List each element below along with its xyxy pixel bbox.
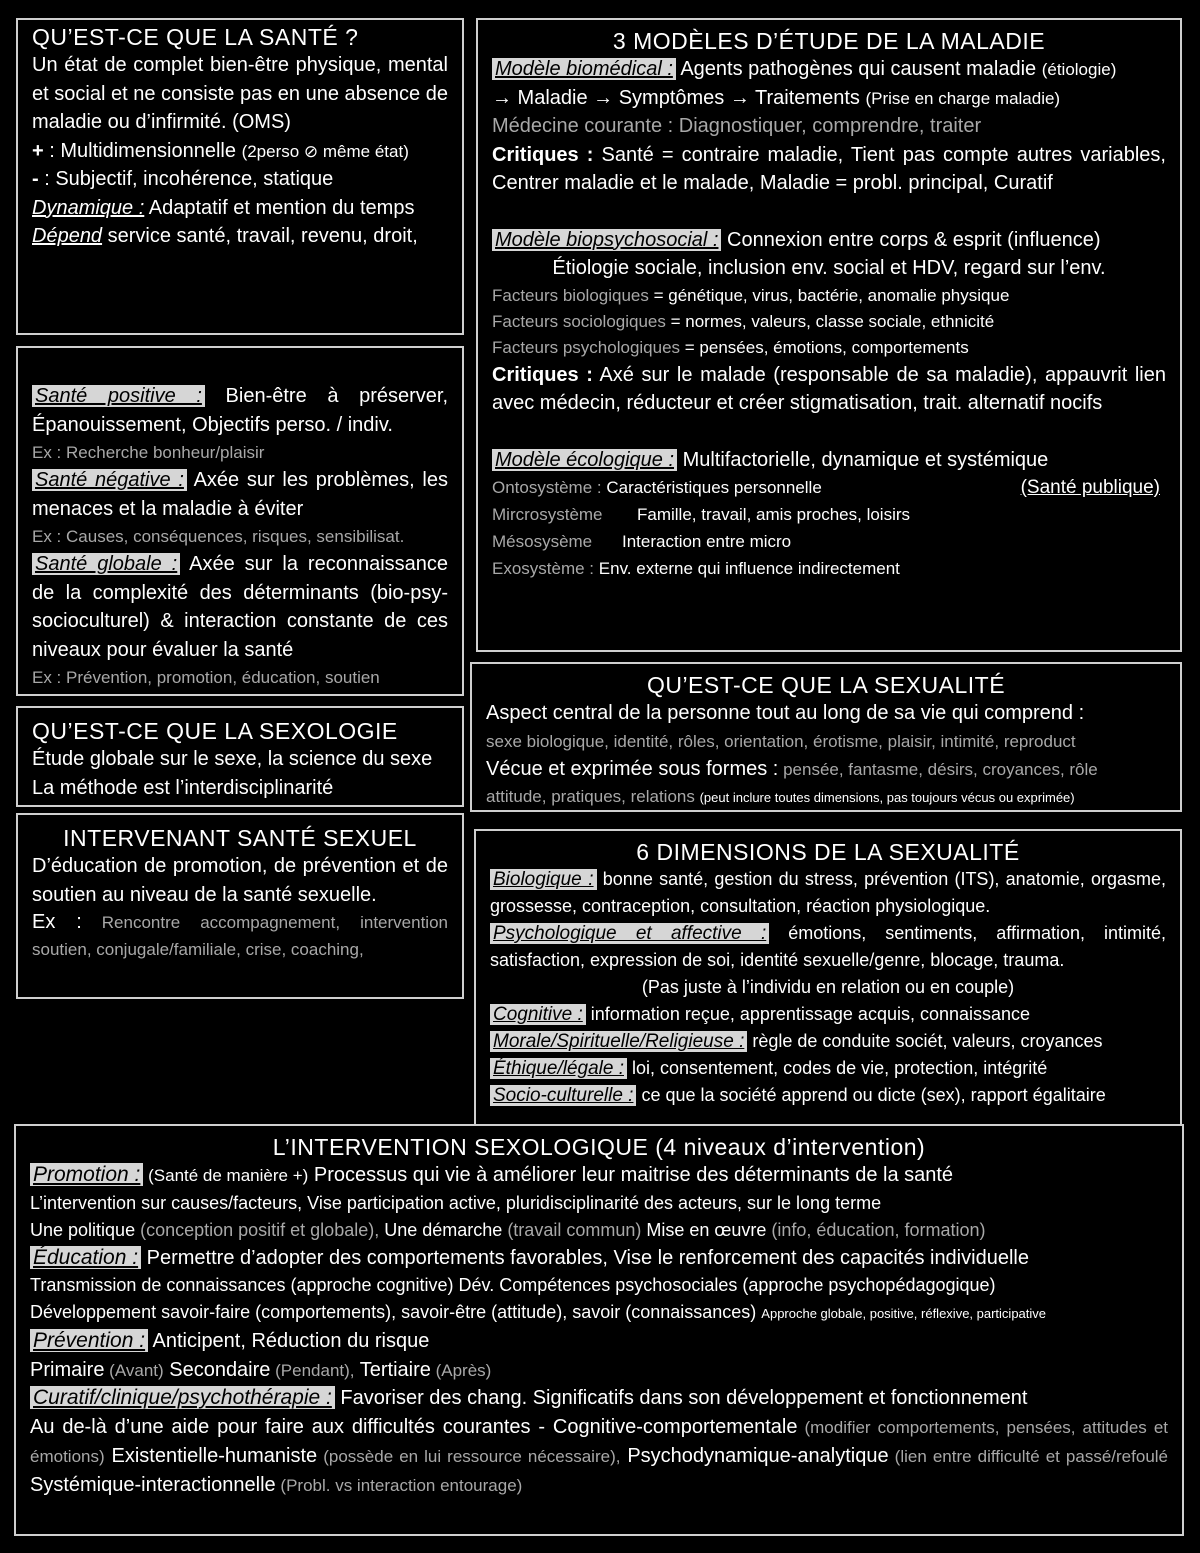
politique: Une politique: [30, 1219, 136, 1240]
mesosysteme: [492, 528, 1166, 555]
sexualite-line1: Aspect central de la personne tout au long de sa vie qui comprend :: [486, 702, 1085, 724]
dimensions-box: [474, 829, 1182, 1126]
sante-title: QU’EST-CE QUE LA SANTÉ ?: [32, 24, 359, 50]
sexualite-formes-label: Vécue et exprimée sous formes :: [486, 757, 779, 780]
microsysteme-text: Famille, travail, amis proches, loisirs: [637, 505, 911, 524]
ontosysteme-label: Ontosystème :: [492, 478, 602, 497]
plus-note: (2perso ⊘ même état): [241, 141, 409, 161]
education-approche: Approche globale, positive, réflexive, participative: [761, 1306, 1047, 1321]
sante-box: [16, 18, 464, 335]
dynamique-text: Adaptatif et mention du temps: [144, 196, 415, 219]
facteurs-psychologiques-label: Facteurs psychologiques: [492, 337, 681, 357]
positive-text: Bien-être à préserver, Épanouissement, Objectifs perso. / indiv.: [32, 385, 449, 436]
exosysteme-label: Exosystème :: [492, 559, 595, 578]
primaire: Primaire: [30, 1358, 105, 1381]
sexualite-title: QU’EST-CE QUE LA SEXUALITÉ: [646, 672, 1006, 698]
sexualite-line3: [486, 755, 1166, 784]
sante-dynamique: [32, 194, 448, 223]
dimension-cognitive: [490, 1001, 1166, 1028]
sante-minus: [32, 165, 448, 194]
plus-text: : Multidimensionnelle: [43, 139, 242, 162]
ontosysteme-text: Caractéristiques personnelle: [601, 478, 822, 497]
socioculturelle-label: Socio-culturelle :: [490, 1085, 636, 1106]
dimensions-title: 6 DIMENSIONS DE LA SEXUALITÉ: [636, 839, 1020, 865]
mesosysteme-text: Interaction entre micro: [622, 532, 792, 551]
mise-en-oeuvre-note: (info, éducation, formation): [766, 1219, 986, 1240]
positive-label: Santé positive :: [32, 385, 205, 407]
intervenant-title: INTERVENANT SANTÉ SEXUEL: [63, 825, 417, 851]
sexualite-formes-text: pensée, fantasme, désirs, croyances, rôle: [778, 759, 1098, 779]
biopsychosocial-text: Connexion entre corps & esprit (influence): [721, 228, 1101, 251]
sante-publique: (Santé publique): [1020, 477, 1160, 498]
biopsychosocial-line1: [492, 226, 1166, 255]
prevention-line2: [30, 1356, 1168, 1385]
promotion-text: Processus qui vie à améliorer leur maitrise des déterminants de la santé: [308, 1164, 954, 1186]
psychologique-note: (Pas juste à l’individu en relation ou en couple): [641, 977, 1015, 997]
secondaire: Secondaire: [163, 1358, 271, 1381]
sante-positive: [32, 382, 448, 439]
psychologique-text: émotions, sentiments, affirmation, intimité, satisfaction, expression de soi, identité sexuelle/genre, blocage, trauma.: [490, 923, 1166, 970]
sexualite-line4-text: attitude, pratiques, relations: [486, 787, 700, 806]
globale-text: Axée sur la reconnaissance de la complexité des déterminants (bio-psy-socioculturel) & interaction constante de ces niveaux pour évaluer la santé: [32, 553, 449, 661]
biopsychosocial-line2: Étiologie sociale, inclusion env. social et HDV, regard sur l’env.: [552, 257, 1106, 279]
curatif-text: Favoriser des chang. Significatifs dans son développement et fonctionnement: [334, 1387, 1028, 1409]
cognitive-text: information reçue, apprentissage acquis, connaissance: [585, 1004, 1031, 1024]
systemique-interactionnelle: Systémique-interactionnelle: [30, 1473, 276, 1496]
education-line2: Transmission de connaissances (approche cognitive) Dév. Compétences psychosociales (approche psychopédagogique): [30, 1275, 996, 1295]
existentielle-humaniste-note: (possède en lui ressource nécessaire),: [317, 1446, 621, 1466]
depend-label: Dépend: [32, 225, 103, 247]
socioculturelle-text: ce que la société apprend ou dicte (sex), rapport égalitaire: [636, 1085, 1106, 1105]
plus-sign: +: [32, 139, 44, 162]
sexualite-line2: sexe biologique, identité, rôles, orientation, érotisme, plaisir, intimité, reproduct: [486, 731, 1076, 751]
modeles-title: 3 MODÈLES D’ÉTUDE DE LA MALADIE: [612, 28, 1046, 54]
promotion-note: (Santé de manière +): [143, 1166, 309, 1185]
dimension-ethique: [490, 1055, 1166, 1082]
types-sante-box: [16, 346, 464, 696]
microsysteme: [492, 501, 1166, 528]
intervenant-text: D’éducation de promotion, de prévention et de soutien au niveau de la santé sexuelle.: [32, 855, 448, 906]
prevention-label: Prévention :: [30, 1329, 148, 1352]
morale-text: règle de conduite sociét, valeurs, croyances: [747, 1031, 1103, 1051]
biomedical-critiques-text: Santé = contraire maladie, Tient pas compte autres variables, Centrer maladie et le malade, Maladie = probl. principal, Curatif: [492, 143, 1166, 194]
exosysteme-text: Env. externe qui influence indirectement: [594, 559, 900, 578]
secondaire-note: (Pendant),: [270, 1360, 355, 1380]
tertiaire-note: (Après): [430, 1360, 492, 1380]
politique-note: (conception positif et globale),: [135, 1219, 380, 1240]
sexualite-line4: [486, 783, 1166, 811]
demarche-note: (travail commun): [502, 1219, 642, 1240]
psychodynamique-analytique-note: (lien entre difficulté et passé/refoulé: [888, 1446, 1169, 1466]
mise-en-oeuvre: Mise en œuvre: [641, 1219, 767, 1240]
promotion-line2: L’intervention sur causes/facteurs, Vise participation active, pluridisciplinarité des acteurs, sur le long terme: [30, 1192, 882, 1213]
dynamique-label: Dynamique :: [32, 196, 145, 219]
biomedical-text: Agents pathogènes qui causent maladie: [675, 58, 1042, 80]
prevention-line1: [30, 1327, 1168, 1356]
ecologique-text: Multifactorielle, dynamique et systémique: [677, 448, 1049, 471]
ecologique-label: Modèle écologique :: [492, 449, 677, 471]
dimension-biologique: [490, 866, 1166, 920]
curatif-line1: [30, 1384, 1168, 1413]
globale-example: Ex : Prévention, promotion, éducation, soutien: [32, 668, 380, 687]
prevention-text: Anticipent, Réduction du risque: [148, 1330, 430, 1352]
biomedical-critiques-label: Critiques :: [492, 143, 594, 166]
intervenant-ex-label: Ex :: [32, 911, 82, 933]
education-line3-text: Développement savoir-faire (comportements), savoir-être (attitude), savoir (connaissances): [30, 1302, 762, 1322]
depend-text: service santé, travail, revenu, droit,: [102, 225, 418, 247]
facteurs-psychologiques-text: = pensées, émotions, comportements: [680, 337, 969, 357]
minus-sign: -: [32, 168, 39, 190]
education-text: Permettre d’adopter des comportements favorables, Vise le renforcement des capacités individuelle: [141, 1246, 1029, 1269]
facteurs-sociologiques-text: = normes, valeurs, classe sociale, ethnicité: [665, 311, 995, 331]
dimension-morale: [490, 1028, 1166, 1055]
cognitive-comportementale: Au de-là d’une aide pour faire aux difficultés courantes - Cognitive-comportementale: [30, 1415, 798, 1438]
ethique-text: loi, consentement, codes de vie, protection, intégrité: [627, 1058, 1048, 1078]
promotion-line1: [30, 1161, 1168, 1190]
dimension-psychologique: [490, 920, 1166, 974]
education-line3: [30, 1299, 1168, 1327]
primaire-note: (Avant): [104, 1360, 164, 1380]
intervention-box: [14, 1124, 1184, 1536]
demarche: Une démarche: [379, 1219, 503, 1240]
exosysteme: [492, 555, 1166, 582]
biomedical-line3: Médecine courante : Diagnostiquer, comprendre, traiter: [492, 115, 982, 137]
morale-label: Morale/Spirituelle/Religieuse :: [490, 1031, 747, 1052]
positive-example: Ex : Recherche bonheur/plaisir: [32, 443, 265, 462]
sante-negative: [32, 466, 448, 523]
facteurs-biologiques: [492, 283, 1166, 309]
modeles-box: [476, 18, 1182, 652]
facteurs-psychologiques: [492, 335, 1166, 361]
systemique-interactionnelle-note: (Probl. vs interaction entourage): [275, 1475, 523, 1495]
intervention-title: L’INTERVENTION SEXOLOGIQUE (4 niveaux d’intervention): [272, 1134, 926, 1160]
facteurs-biologiques-text: = génétique, virus, bactérie, anomalie physique: [648, 285, 1010, 305]
biomedical-critiques: [492, 141, 1166, 198]
biologique-label: Biologique :: [490, 869, 597, 890]
existentielle-humaniste: Existentielle-humaniste: [104, 1444, 318, 1467]
promotion-line3: [30, 1217, 1168, 1244]
sexologie-box: [16, 706, 464, 807]
sante-definition: Un état de complet bien-être physique, mental et social et ne consiste pas en une absence de maladie ou d’infirmité. (OMS): [32, 54, 448, 133]
sexologie-line1: Étude globale sur le sexe, la science du sexe: [32, 748, 433, 770]
globale-label: Santé globale :: [32, 553, 180, 575]
promotion-label: Promotion :: [30, 1163, 143, 1186]
intervenant-examples: [32, 909, 448, 963]
biopsychosocial-label: Modèle biopsychosocial :: [492, 229, 721, 251]
psychodynamique-analytique: Psychodynamique-analytique: [620, 1444, 889, 1467]
biomedical-note: (étiologie): [1041, 60, 1117, 79]
curatif-approches: [30, 1413, 1168, 1500]
intervenant-box: [16, 813, 464, 999]
biomedical-line1: [492, 55, 1166, 84]
tertiaire: Tertiaire: [354, 1358, 431, 1381]
biopsychosocial-critiques-text: Axé sur le malade (responsable de sa maladie), appauvrit lien avec médecin, réducteur et créer stigmatisation, trait. alternatif nocifs: [492, 363, 1166, 414]
microsysteme-label: Mircrosystème: [492, 505, 603, 524]
ecologique-line1: [492, 446, 1166, 475]
cognitive-label: Cognitive :: [490, 1004, 586, 1025]
sante-depend: [32, 222, 448, 251]
biopsychosocial-critiques: [492, 361, 1166, 418]
biologique-text: bonne santé, gestion du stress, prévention (ITS), anatomie, orgasme, grossesse, contraception, consultation, réaction physiologique.: [490, 869, 1166, 916]
sexualite-line4-note: (peut inclure toutes dimensions, pas toujours vécus ou exprimée): [699, 790, 1075, 805]
negative-label: Santé négative :: [32, 469, 187, 491]
education-line1: [30, 1244, 1168, 1273]
sante-plus: [32, 137, 448, 166]
facteurs-sociologiques: [492, 309, 1166, 335]
biomedical-chain: → Maladie → Symptômes → Traitements: [492, 86, 866, 109]
sante-globale: [32, 550, 448, 664]
biomedical-label: Modèle biomédical :: [492, 58, 676, 80]
sexologie-line2: La méthode est l’interdisciplinarité: [32, 776, 334, 799]
sexologie-title: QU’EST-CE QUE LA SEXOLOGIE: [32, 718, 398, 744]
biomedical-line2: [492, 84, 1166, 113]
biopsychosocial-critiques-label: Critiques :: [492, 363, 593, 386]
negative-text: Axée sur les problèmes, les menaces et la maladie à éviter: [32, 469, 448, 520]
minus-text: : Subjectif, incohérence, statique: [38, 168, 334, 190]
curatif-label: Curatif/clinique/psychothérapie :: [30, 1386, 335, 1409]
facteurs-biologiques-label: Facteurs biologiques: [492, 285, 649, 305]
negative-example: Ex : Causes, conséquences, risques, sensibilisat.: [32, 527, 405, 546]
sexualite-box: [470, 662, 1182, 812]
ethique-label: Éthique/légale :: [490, 1058, 627, 1079]
cognitive-comportementale-note: (modifier comportements, pensées, attitudes et émotions): [30, 1417, 1168, 1466]
mesosysteme-label: Mésosysème: [492, 532, 593, 551]
biomedical-chain-note: (Prise en charge maladie): [865, 88, 1061, 108]
facteurs-sociologiques-label: Facteurs sociologiques: [492, 311, 666, 331]
intervenant-ex-text: Rencontre accompagnement, intervention soutien, conjugale/familiale, crise, coaching,: [32, 913, 448, 959]
education-label: Éducation :: [30, 1246, 141, 1269]
dimension-socioculturelle: [490, 1082, 1166, 1109]
ontosysteme: [492, 474, 1166, 501]
psychologique-label: Psychologique et affective :: [490, 923, 769, 944]
